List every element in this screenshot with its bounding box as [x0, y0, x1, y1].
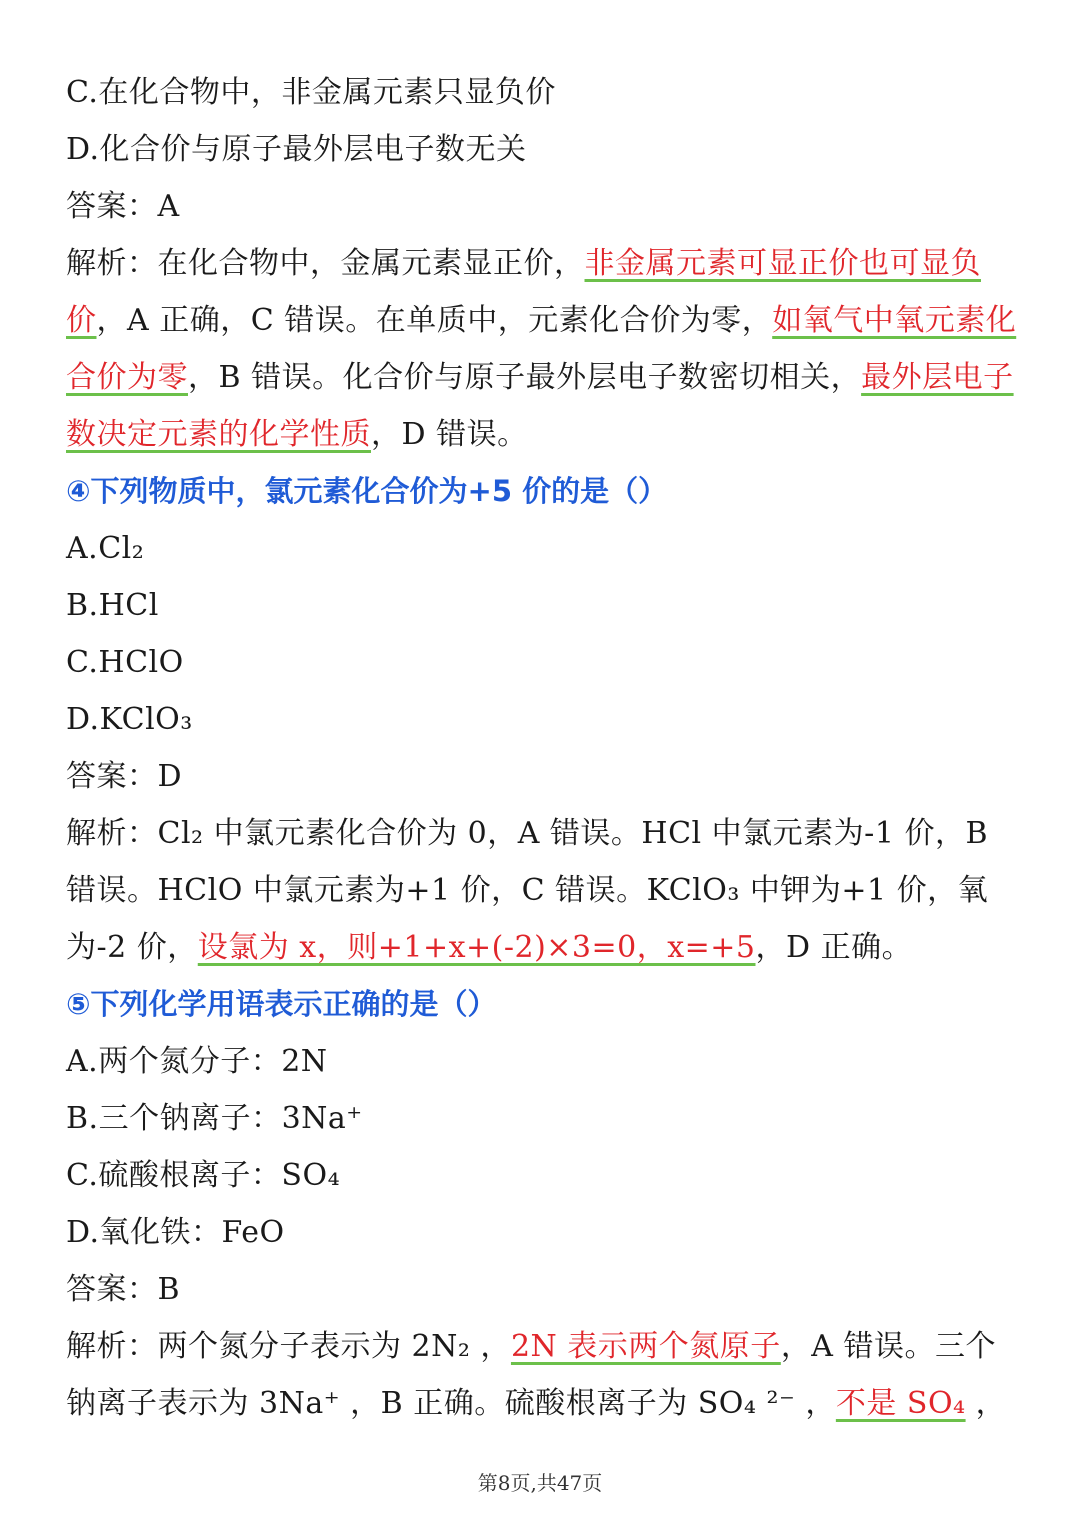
page-footer: 第8页,共47页	[477, 1471, 603, 1495]
highlighted-text: 如氧气中氧元素化合价为零	[66, 303, 1017, 395]
question-5-option-b: B.三个钠离子：3Na⁺	[66, 1101, 363, 1136]
option-d: D.化合价与原子最外层电子数无关	[66, 132, 527, 167]
question-5-option-c: C.硫酸根离子：SO₄	[66, 1158, 341, 1193]
question-5-option-d: D.氧化铁：FeO	[66, 1215, 285, 1250]
highlighted-text: 设氯为 x，则+1+x+(-2)×3=0，x=+5	[197, 930, 756, 965]
question-5-analysis	[66, 1318, 1026, 1432]
analysis-paragraph	[66, 235, 1026, 463]
question-4-option-a: A.Cl₂	[66, 531, 145, 566]
question-4-title: ④下列物质中，氯元素化合价为+5 价的是（）	[66, 474, 668, 508]
document-page	[66, 64, 1026, 1432]
option-c: C.在化合物中，非金属元素只显负价	[66, 75, 556, 110]
analysis-text: 解析：Cl₂ 中氯元素化合价为 0，A 错误。HCl 中氯元素为-1 价，B 错误。HClO 中氯元素为+1 价，C 错误。KClO₃ 中钾为+1 价，氧为-2 价，	[66, 816, 989, 965]
question-5-answer: 答案：B	[66, 1272, 181, 1307]
analysis-text: 解析：两个氮分子表示为 2N₂ ，	[66, 1329, 511, 1364]
highlighted-text: 最外层电子数决定元素的化学性质	[66, 360, 1014, 452]
analysis-text: 解析：在化合物中，金属元素显正价，	[66, 246, 585, 281]
analysis-text: ，	[965, 1386, 1007, 1421]
highlighted-text: 非金属元素可显正价也可显负价	[66, 246, 981, 338]
question-4-option-d: D.KClO₃	[66, 702, 193, 737]
question-4-answer: 答案：D	[66, 759, 183, 794]
question-5-option-a: A.两个氮分子：2N	[66, 1044, 328, 1079]
highlighted-text: 不是 SO₄	[835, 1386, 966, 1421]
question-4-option-b: B.HCl	[66, 588, 159, 623]
highlighted-text: 2N 表示两个氮原子	[510, 1329, 781, 1364]
analysis-text: ，A 错误。三个钠离子表示为 3Na⁺ ，B 正确。硫酸根离子为 SO₄ ²⁻ ，	[66, 1329, 997, 1421]
question-4-analysis	[66, 805, 1026, 976]
analysis-text: ，D 正确。	[755, 930, 913, 965]
answer: 答案：A	[66, 189, 180, 224]
analysis-text: ，B 错误。化合价与原子最外层电子数密切相关，	[188, 360, 862, 395]
question-5-title: ⑤下列化学用语表示正确的是（）	[66, 987, 497, 1021]
analysis-text: ，A 正确，C 错误。在单质中，元素化合价为零，	[96, 303, 773, 338]
question-4-option-c: C.HClO	[66, 645, 184, 680]
analysis-text: ，D 错误。	[371, 417, 528, 452]
